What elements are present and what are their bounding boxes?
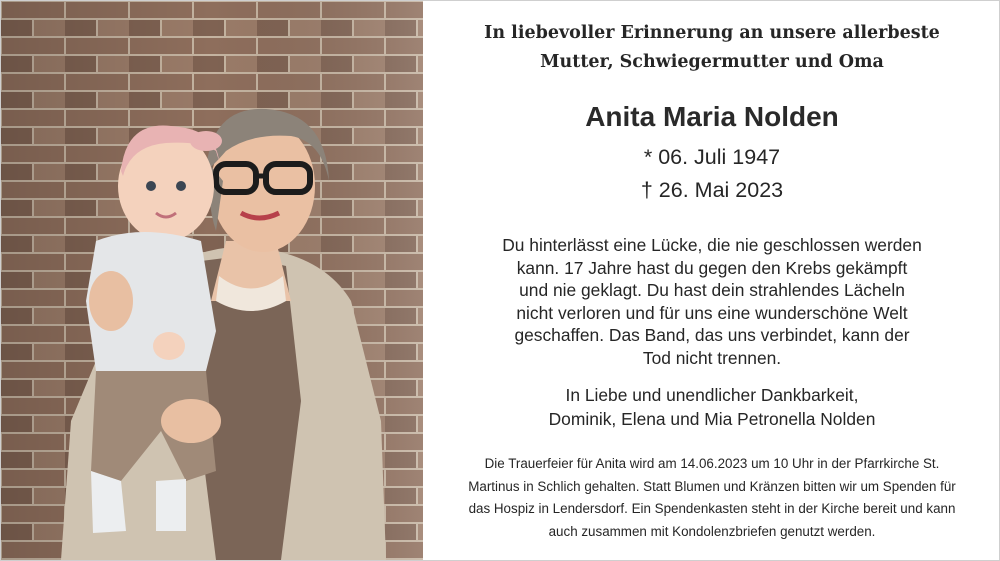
memorial-line: Tod nicht trennen. <box>642 347 782 368</box>
signature-line: In Liebe und unendlicher Dankbarkeit, <box>565 385 859 405</box>
intro-line: In liebevoller Erinnerung an unsere allerbeste <box>484 23 940 43</box>
memorial-line: geschaffen. Das Band, das uns verbindet, kann der <box>514 325 910 345</box>
portrait-photo <box>1 1 423 560</box>
memorial-line: nicht verloren und für uns eine wunderschöne Welt <box>516 302 908 323</box>
signature-line: Dominik, Elena und Mia Petronella Nolden <box>548 409 876 429</box>
obituary-text-column <box>424 0 1000 561</box>
memorial-line: kann. 17 Jahre hast du gegen den Krebs gekämpft <box>516 257 908 278</box>
family-signature <box>424 383 1000 431</box>
memorial-line: Du hinterlässt eine Lücke, die nie geschlossen werden <box>502 235 922 255</box>
memorial-text <box>472 234 952 369</box>
info-line: Die Trauerfeier für Anita wird am 14.06.2023 um 10 Uhr in der Pfarrkirche St. <box>484 456 940 471</box>
intro-line: Mutter, Schwiegermutter und Oma <box>540 52 884 72</box>
deceased-name: Anita Maria Nolden <box>585 101 839 132</box>
info-line: Martinus in Schlich gehalten. Statt Blumen und Kränzen bitten wir um Spenden für <box>468 478 956 494</box>
info-line: das Hospiz in Lendersdorf. Ein Spendenkasten steht in der Kirche bereit und kann <box>468 501 956 516</box>
funeral-info <box>444 453 980 543</box>
death-date: † 26. Mai 2023 <box>640 178 784 202</box>
portrait-photo-illustration <box>1 1 423 560</box>
info-line: auch zusammen mit Kondolenzbriefen genutzt werden. <box>548 523 876 539</box>
intro-text <box>424 19 1000 77</box>
memorial-line: und nie geklagt. Du hast dein strahlendes Lächeln <box>519 280 905 300</box>
birth-date: * 06. Juli 1947 <box>643 145 781 169</box>
